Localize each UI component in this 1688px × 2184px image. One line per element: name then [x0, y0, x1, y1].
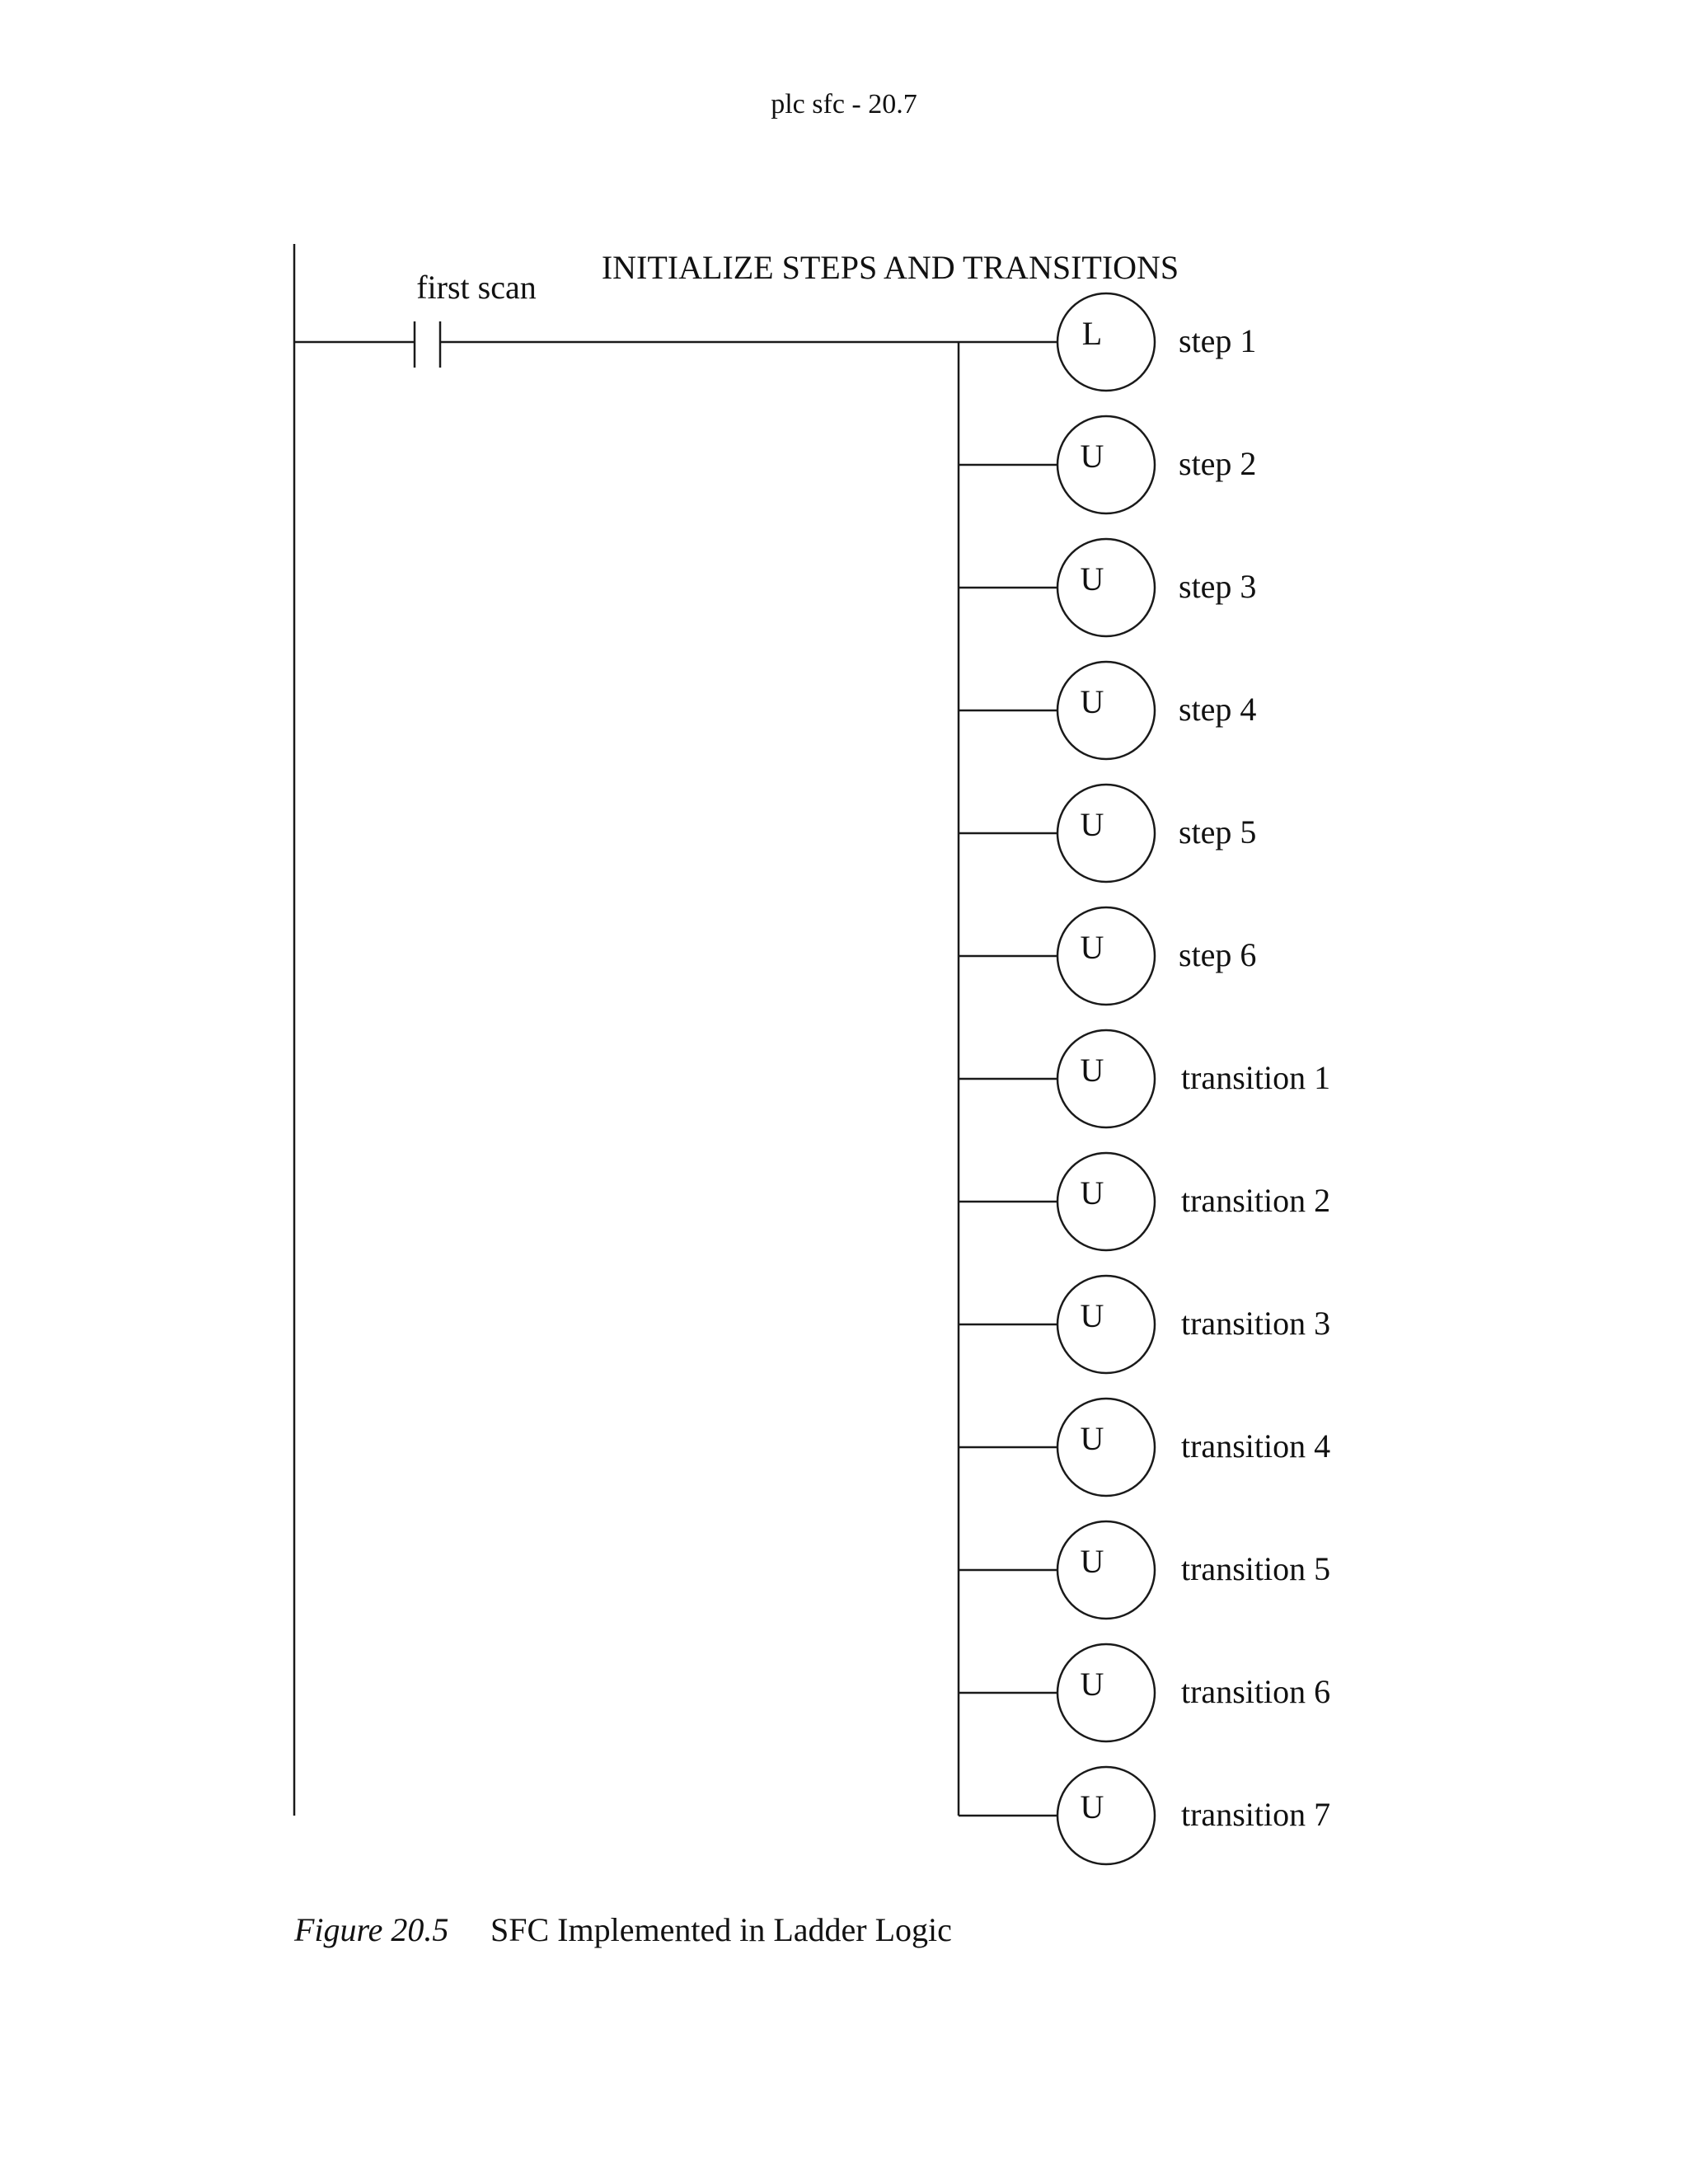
coil-label: step 1 [1179, 322, 1257, 359]
output-coil [1057, 1399, 1155, 1496]
coil-label: transition 6 [1181, 1673, 1331, 1710]
coil-label: transition 3 [1181, 1305, 1331, 1342]
figure-caption [294, 1910, 952, 1949]
contact-label: first scan [416, 269, 537, 306]
coil-type: U [1080, 1420, 1104, 1457]
output-coil [1057, 416, 1155, 513]
output-coil [1057, 1153, 1155, 1250]
coil-type: U [1080, 1543, 1104, 1580]
output-coil [1057, 1767, 1155, 1864]
coil-type: U [1080, 1297, 1104, 1334]
coil-label: transition 5 [1181, 1550, 1331, 1587]
output-coils [959, 293, 1330, 1864]
output-coil [1057, 1276, 1155, 1373]
coil-label: step 4 [1179, 691, 1257, 728]
running-head: plc sfc - 20.7 [771, 89, 917, 120]
coil-label: transition 2 [1181, 1182, 1331, 1219]
coil-label: transition 4 [1181, 1427, 1331, 1465]
coil-label: step 5 [1179, 813, 1257, 851]
output-coil [1057, 785, 1155, 882]
coil-type: U [1080, 806, 1104, 843]
output-coil [1057, 539, 1155, 636]
output-coil [1057, 293, 1155, 391]
coil-type: U [1080, 1788, 1104, 1825]
coil-label: step 2 [1179, 445, 1257, 482]
output-coil [1057, 907, 1155, 1005]
coil-label: step 3 [1179, 568, 1257, 605]
coil-type: U [1080, 560, 1104, 598]
rung-title: INITIALIZE STEPS AND TRANSITIONS [601, 249, 1179, 286]
coil-type: U [1080, 1666, 1104, 1703]
output-coil [1057, 1644, 1155, 1741]
coil-type: U [1080, 683, 1104, 720]
coil-type: U [1080, 929, 1104, 966]
output-coil [1057, 1521, 1155, 1619]
coil-label: transition 7 [1181, 1796, 1331, 1833]
figure-number: Figure 20.5 [294, 1911, 449, 1948]
output-coil [1057, 1030, 1155, 1127]
figure-caption-text: SFC Implemented in Ladder Logic [490, 1911, 952, 1948]
output-coil [1057, 662, 1155, 759]
coil-type: U [1080, 438, 1104, 475]
coil-label: step 6 [1179, 936, 1257, 973]
coil-type: L [1081, 315, 1103, 352]
coil-type: U [1080, 1174, 1104, 1212]
coil-type: U [1080, 1052, 1104, 1089]
coil-label: transition 1 [1181, 1059, 1331, 1096]
